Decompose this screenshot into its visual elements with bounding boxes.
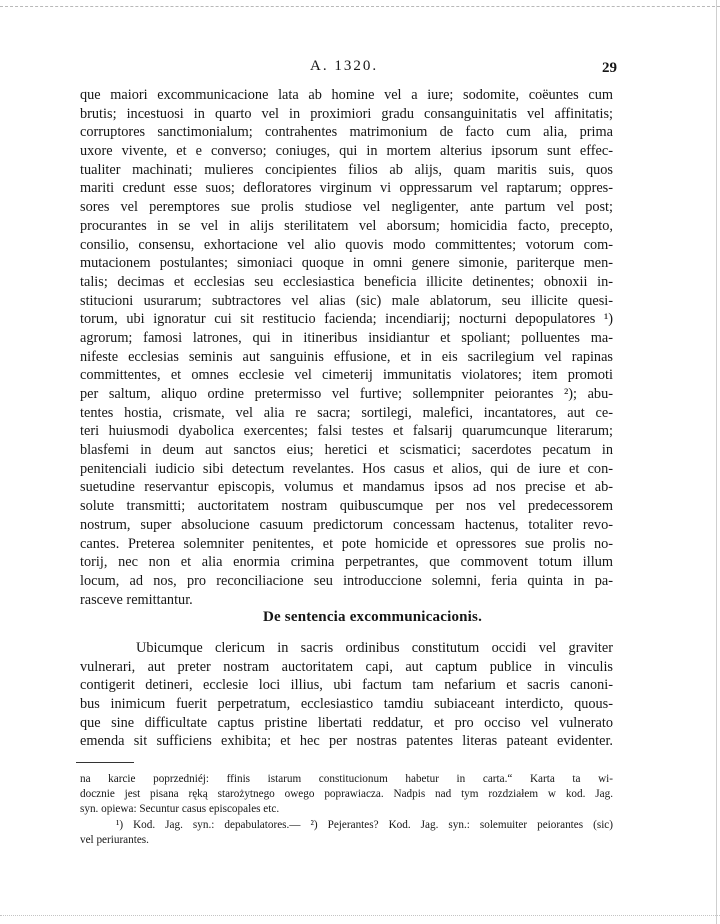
text-line: bus inimicum fuerit perpetratum, ecclesiastico tamdiu subiaceant interdicto, quous- (80, 696, 613, 713)
text-line: consilio, consensu, exhortacione vel alio quovis modo committentes; votorum com- (80, 236, 613, 253)
text-line: per saltum, aliquo ordine pretermisso vel furtive; sollempniter peiorantes ²); abu- (80, 386, 613, 402)
text-line: Ubicumque clericum in sacris ordinibus constitutum occidi vel graviter (136, 640, 613, 656)
text-line: nostrum, super absolucione casuum predictorum concessam hactenus, totaliter revo- (80, 516, 613, 533)
footnote-line: ¹) Kod. Jag. syn.: depabulatores.— ²) Pejerantes? Kod. Jag. syn.: solemuiter peiorantes (sic) (116, 818, 613, 831)
text-line: uxore vivente, et e converso; coniuges, qui in mortem alterius ipsorum sunt effec- (80, 143, 613, 160)
text-line: solute transmitti; auctoritatem nostram quibuscumque per nos vel predecessorem (80, 498, 613, 515)
text-line: cantes. Preterea solemniter penitentes, et pote homicide et opressores sue prolis no- (80, 535, 613, 552)
text-line: stitucioni usurarum; subtractores vel alias (sic) male ablatorum, seu illicite quesi- (80, 292, 613, 309)
main-paragraph (80, 86, 613, 609)
text-line: sores vel peremptores sue prolis studiose vel negligenter, ante partum vel post; (80, 199, 613, 216)
text-line: teri huiusmodi dyabolica exercentes; falsi testes et falsarij quarumcunque literarum; (80, 423, 613, 440)
running-head: A. 1320. (310, 58, 379, 74)
text-line: penitenciali iudicio sibi detectum revelantes. Hos casus et alios, qui de iure et con- (80, 460, 613, 477)
text-line: rasceve remittantur. (80, 591, 193, 608)
footnote-line: docznie jest pisana ręką starożytnego owego poprawiacza. Nadpis nad tym rozdziałem w kod. Jag. (80, 788, 613, 801)
text-line: procurantes in se vel in alijs sterilitatem vel aborsum; homicidia facto, precepto, (80, 217, 613, 234)
text-line: contigerit detineri, ecclesie loci illius, ubi factum tam nefarium et sacris canoni- (80, 677, 613, 694)
text-line: brutis; incestuosi in quarto vel in proximiori gradu consanguinitatis vel affinitatis; (80, 105, 613, 122)
text-line: corruptores sanctimonialum; contrahentes matrimonium de facto cum alia, prima (80, 124, 613, 141)
text-line: committentes, et omnes ecclesie vel cimeterij immunitatis violatores; item promoti (80, 367, 613, 384)
footnote-line: vel periurantes. (80, 833, 149, 846)
section-heading (0, 609, 720, 626)
second-paragraph (80, 639, 613, 751)
text-line: mutacionem postulantes; simoniaci quoque in omni genere simonie, pariterque men- (80, 255, 613, 272)
text-line: blasfemi in deum aut sanctos eius; heretici et scismatici; sacerdotes pecatum in (80, 442, 613, 459)
text-line: emenda sit sufficiens exhibita; et hec per nostras patentes literas pateant evidenter. (80, 733, 613, 750)
text-line: torij, nec non et alia enormia crimina perpetrantes, que commovent totum illum (80, 554, 613, 571)
footnotes (80, 772, 613, 848)
text-line: suetudine reservantur episcopis, volumus et mandamus ipsos ad nos precise et ab- (80, 479, 613, 496)
text-line: agrorum; famosi latrones, qui in itineribus insidiantur et spoliant; polluentes ma- (80, 329, 613, 346)
footnote-divider (76, 762, 134, 763)
footnote-line: syn. opiewa: Secuntur casus episcopales etc. (80, 803, 280, 816)
scan-top-edge (0, 6, 720, 7)
text-line: tentes hostia, crismate, vel alia re sacra; sortilegi, malefici, incantatores, aut ce- (80, 404, 613, 421)
text-line: nifeste ecclesias seminis aut sanguinis effusione, et in eis sacrilegium vel rapinas (80, 348, 613, 365)
section-heading-text: De sentencia excommunicacionis. (262, 609, 483, 625)
text-line: torum, ubi ignoratur cui sit restitucio facienda; incendiarij; nocturni depopulatores ¹) (80, 311, 613, 328)
footnote-line: na karcie poprzedniéj: ffinis istarum constitucionum habetur in carta.“ Karta ta wi- (80, 773, 613, 785)
text-line: tualiter machinati; mulieres concipientes filios ab alijs, quam maritis suis, quos (80, 161, 613, 178)
text-line: que maiori excommunicacione lata ab homine vel a iure; sodomite, coëuntes cum (80, 87, 613, 103)
text-line: mariti credunt esse suos; defloratores virginum vi oppressarum vel raptarum; oppres- (80, 180, 613, 197)
text-line: vulnerari, aut preter nostram auctoritatem capi, aut captum publice in vinculis (80, 658, 613, 675)
scan-bottom-edge (0, 915, 720, 916)
page-number: 29 (602, 60, 617, 76)
text-line: que sine difficultate captus pristine libertati reddatur, et pro occiso vel vulnerato (80, 714, 613, 731)
text-line: locum, ad nos, pro reconciliacione seu introduccione solemni, feria quinta in pa- (80, 572, 613, 589)
text-line: talis; decimas et ecclesias seu ecclesiastica beneficia illicite detinentes; obnoxii in- (80, 273, 613, 290)
scan-right-edge (716, 0, 717, 924)
